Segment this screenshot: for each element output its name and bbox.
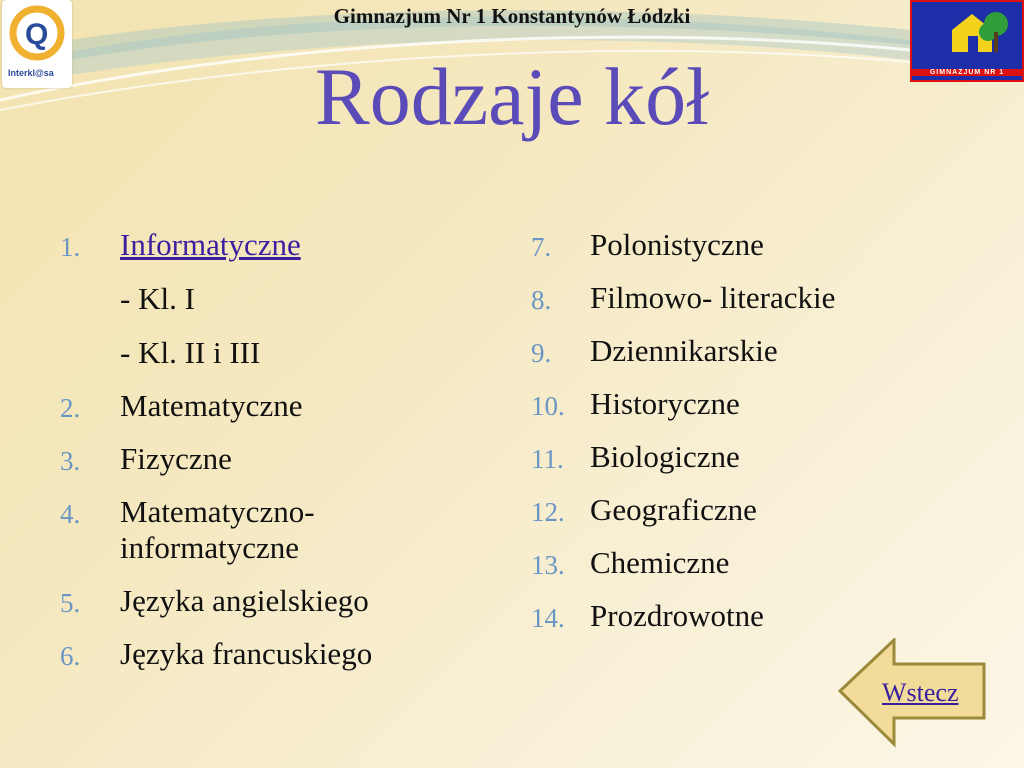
list-number: 4. bbox=[60, 499, 81, 529]
list-item bbox=[60, 227, 480, 263]
page-title: Rodzaje kół bbox=[315, 51, 709, 142]
list-label: Polonistyczne bbox=[590, 227, 764, 262]
list-item bbox=[531, 598, 911, 634]
list-item bbox=[531, 439, 911, 475]
list-item bbox=[531, 492, 911, 528]
back-button[interactable] bbox=[838, 638, 988, 748]
list-number: 6. bbox=[60, 641, 81, 671]
list-item bbox=[531, 386, 911, 422]
list-item bbox=[60, 583, 480, 619]
list-label: Fizyczne bbox=[120, 441, 232, 476]
list-number: 1. bbox=[60, 232, 81, 262]
list-number: 8. bbox=[531, 285, 552, 315]
club-list-left bbox=[60, 227, 480, 689]
club-list-right bbox=[531, 227, 911, 651]
list-item bbox=[60, 636, 480, 672]
list-label: Geograficzne bbox=[590, 492, 757, 527]
list-label: Historyczne bbox=[590, 386, 740, 421]
list-item bbox=[531, 280, 911, 316]
list-item bbox=[531, 333, 911, 369]
list-label: Chemiczne bbox=[590, 545, 730, 580]
svg-text:Q: Q bbox=[25, 18, 49, 51]
informatyczne-link[interactable]: Informatyczne bbox=[120, 227, 301, 262]
list-number: 9. bbox=[531, 338, 552, 368]
list-number: 11. bbox=[531, 444, 564, 474]
list-label: Prozdrowotne bbox=[590, 598, 764, 633]
list-number: 3. bbox=[60, 446, 81, 476]
list-number: 14. bbox=[531, 603, 565, 633]
list-subitem bbox=[60, 335, 480, 371]
list-item bbox=[60, 388, 480, 424]
subitem-kl-2-3: - Kl. II i III bbox=[120, 335, 261, 370]
list-item bbox=[60, 441, 480, 477]
school-name: Gimnazjum Nr 1 Konstantynów Łódzki bbox=[333, 4, 691, 28]
list-label: Języka angielskiego bbox=[120, 583, 369, 618]
school-logo-caption: GIMNAZJUM NR 1 bbox=[912, 69, 1022, 76]
list-number: 10. bbox=[531, 391, 565, 421]
list-number: 5. bbox=[60, 588, 81, 618]
list-number: 12. bbox=[531, 497, 565, 527]
list-label: Matematyczne bbox=[120, 388, 303, 423]
back-button-label[interactable]: Wstecz bbox=[882, 678, 959, 707]
list-number: 13. bbox=[531, 550, 565, 580]
list-label: Biologiczne bbox=[590, 439, 740, 474]
list-item bbox=[531, 227, 911, 263]
list-label: Filmowo- literackie bbox=[590, 280, 836, 315]
list-item bbox=[60, 494, 480, 566]
list-subitem bbox=[60, 281, 480, 317]
list-label: Języka francuskiego bbox=[120, 636, 373, 671]
list-item bbox=[531, 545, 911, 581]
subitem-kl-1: - Kl. I bbox=[120, 281, 195, 316]
list-label: Matematyczno-informatyczne bbox=[120, 494, 315, 565]
list-number: 7. bbox=[531, 232, 552, 262]
list-number: 2. bbox=[60, 393, 81, 423]
list-label: Dziennikarskie bbox=[590, 333, 778, 368]
interklasa-caption: Interkl@sa bbox=[8, 68, 54, 78]
